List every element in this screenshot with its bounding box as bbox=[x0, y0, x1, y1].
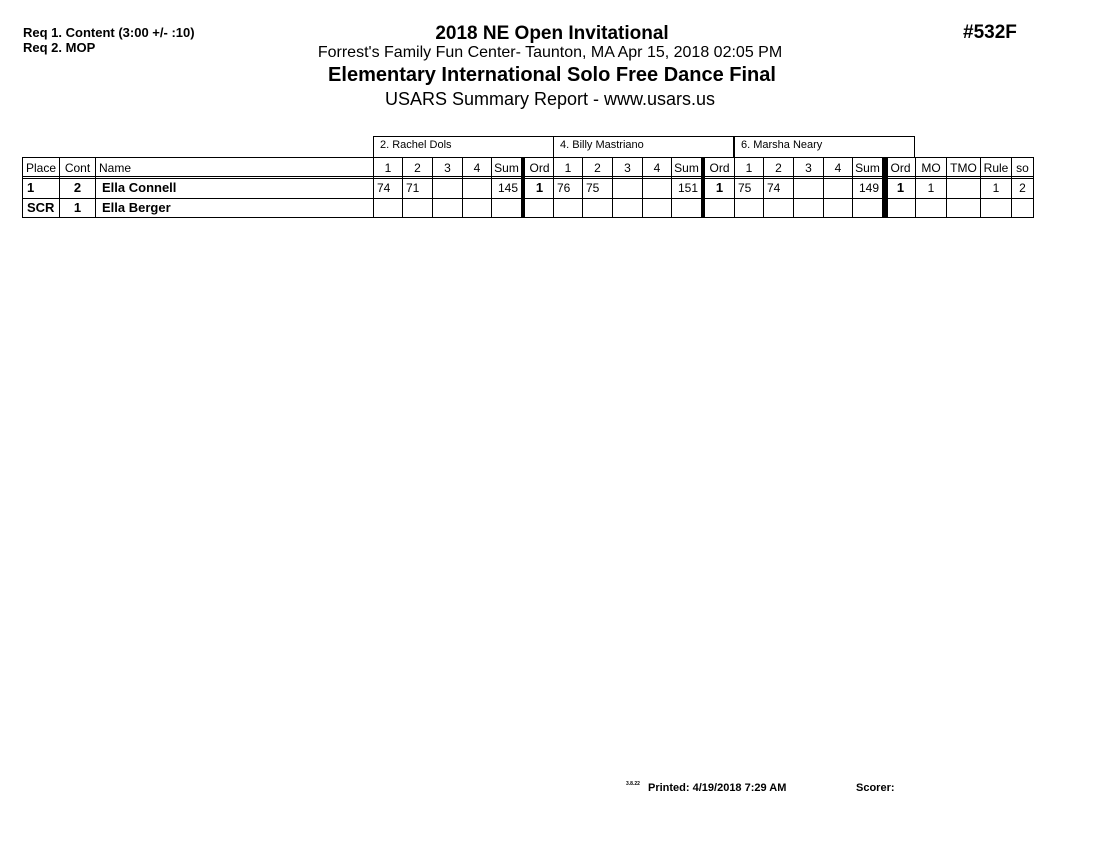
row-rule: 1 bbox=[992, 181, 1000, 195]
column-header-judge1-sum: Sum bbox=[494, 161, 519, 175]
score-judge2-s1: 76 bbox=[557, 181, 571, 195]
event-name: Elementary International Solo Free Dance Final bbox=[328, 64, 776, 86]
column-header-judge3-ord: Ord bbox=[890, 161, 911, 175]
column-header-judge2-s4: 4 bbox=[653, 161, 661, 175]
ordinal-divider bbox=[521, 157, 525, 218]
score-judge2-s4 bbox=[643, 199, 671, 217]
row-name: Ella Berger bbox=[102, 200, 171, 215]
score-judge2-s2 bbox=[583, 199, 612, 217]
score-judge3-ord bbox=[887, 199, 914, 217]
judge-header-1: 2. Rachel Dols bbox=[373, 136, 554, 157]
column-divider bbox=[1033, 157, 1034, 217]
ordinal-divider bbox=[701, 157, 705, 218]
score-judge2-ord bbox=[706, 199, 733, 217]
column-header-judge3-s4: 4 bbox=[834, 161, 842, 175]
column-header-place: Place bbox=[26, 161, 57, 175]
score-judge1-ord: 1 bbox=[535, 180, 544, 195]
score-judge2-s4 bbox=[643, 179, 671, 197]
score-judge3-s3 bbox=[794, 179, 823, 197]
score-judge2-s1 bbox=[554, 199, 582, 217]
row-cont: 2 bbox=[73, 180, 82, 195]
score-judge3-ord: 1 bbox=[896, 180, 905, 195]
score-judge3-sum: 149 bbox=[858, 181, 879, 195]
column-header-judge2-s1: 1 bbox=[564, 161, 572, 175]
row-cont: 1 bbox=[73, 200, 82, 215]
score-judge1-s2 bbox=[403, 199, 432, 217]
column-header-judge1-s4: 4 bbox=[473, 161, 481, 175]
score-judge3-s3 bbox=[794, 199, 823, 217]
row-place: 1 bbox=[27, 180, 35, 195]
column-header-judge3-sum: Sum bbox=[855, 161, 880, 175]
event-code: #532F bbox=[963, 22, 1017, 43]
score-judge1-s1 bbox=[374, 199, 402, 217]
score-judge2-sum: 151 bbox=[677, 181, 698, 195]
score-judge3-s1 bbox=[735, 199, 763, 217]
printed-timestamp: Printed: 4/19/2018 7:29 AM bbox=[648, 782, 787, 794]
score-judge2-sum bbox=[672, 199, 701, 217]
column-header-judge2-ord: Ord bbox=[709, 161, 730, 175]
column-header-judge1-s2: 2 bbox=[414, 161, 421, 175]
requirement-1: Req 1. Content (3:00 +/- :10) bbox=[23, 25, 195, 40]
row-place: SCR bbox=[27, 200, 55, 215]
row-name: Ella Connell bbox=[102, 180, 177, 195]
score-judge1-s3 bbox=[433, 179, 462, 197]
score-judge2-ord: 1 bbox=[715, 180, 724, 195]
venue-date: Forrest's Family Fun Center- Taunton, MA Apr 15, 2018 02:05 PM bbox=[317, 44, 783, 61]
column-header-judge3-s3: 3 bbox=[805, 161, 812, 175]
scorer-label: Scorer: bbox=[856, 782, 895, 794]
column-header-mo: MO bbox=[921, 161, 941, 175]
column-header-judge2-sum: Sum bbox=[674, 161, 699, 175]
row-rule bbox=[981, 199, 1011, 217]
score-judge1-sum bbox=[492, 199, 521, 217]
score-judge1-sum: 145 bbox=[497, 181, 518, 195]
column-header-so: so bbox=[1016, 161, 1029, 175]
score-judge1-s1: 74 bbox=[377, 181, 391, 195]
score-judge1-s4 bbox=[463, 179, 491, 197]
row-so bbox=[1012, 199, 1033, 217]
row-mo bbox=[916, 199, 946, 217]
score-judge3-s2 bbox=[764, 199, 793, 217]
report-title: USARS Summary Report - www.usars.us bbox=[384, 89, 716, 109]
column-header-rule: Rule bbox=[983, 161, 1009, 175]
column-header-judge1-ord: Ord bbox=[529, 161, 550, 175]
score-judge3-s4 bbox=[824, 179, 852, 197]
row-mo: 1 bbox=[927, 181, 935, 195]
version-label: 3.8.22 bbox=[626, 781, 640, 787]
score-judge2-s2: 75 bbox=[586, 181, 600, 195]
column-header-name: Name bbox=[99, 161, 132, 175]
column-header-judge1-s3: 3 bbox=[444, 161, 451, 175]
score-judge2-s3 bbox=[613, 199, 642, 217]
competition-title: 2018 NE Open Invitational bbox=[435, 23, 669, 44]
row-so: 2 bbox=[1019, 181, 1026, 195]
column-header-judge2-s3: 3 bbox=[624, 161, 631, 175]
requirement-2: Req 2. MOP bbox=[23, 40, 96, 55]
column-header-judge3-s1: 1 bbox=[745, 161, 753, 175]
score-judge3-sum bbox=[853, 199, 882, 217]
judge-header-3: 6. Marsha Neary bbox=[734, 136, 915, 157]
score-judge2-s3 bbox=[613, 179, 642, 197]
score-judge3-s1: 75 bbox=[738, 181, 752, 195]
column-header-cont: Cont bbox=[64, 161, 91, 175]
score-judge1-s2: 71 bbox=[406, 181, 420, 195]
score-judge1-s3 bbox=[433, 199, 462, 217]
row-tmo bbox=[947, 199, 980, 217]
column-header-tmo: TMO bbox=[950, 161, 977, 175]
row-tmo bbox=[947, 179, 980, 197]
score-judge1-ord bbox=[526, 199, 553, 217]
column-header-judge1-s1: 1 bbox=[384, 161, 392, 175]
score-judge3-s4 bbox=[824, 199, 852, 217]
score-judge1-s4 bbox=[463, 199, 491, 217]
column-header-judge3-s2: 2 bbox=[775, 161, 782, 175]
judge-header-2: 4. Billy Mastriano bbox=[553, 136, 734, 157]
column-header-judge2-s2: 2 bbox=[594, 161, 601, 175]
score-judge3-s2: 74 bbox=[767, 181, 781, 195]
